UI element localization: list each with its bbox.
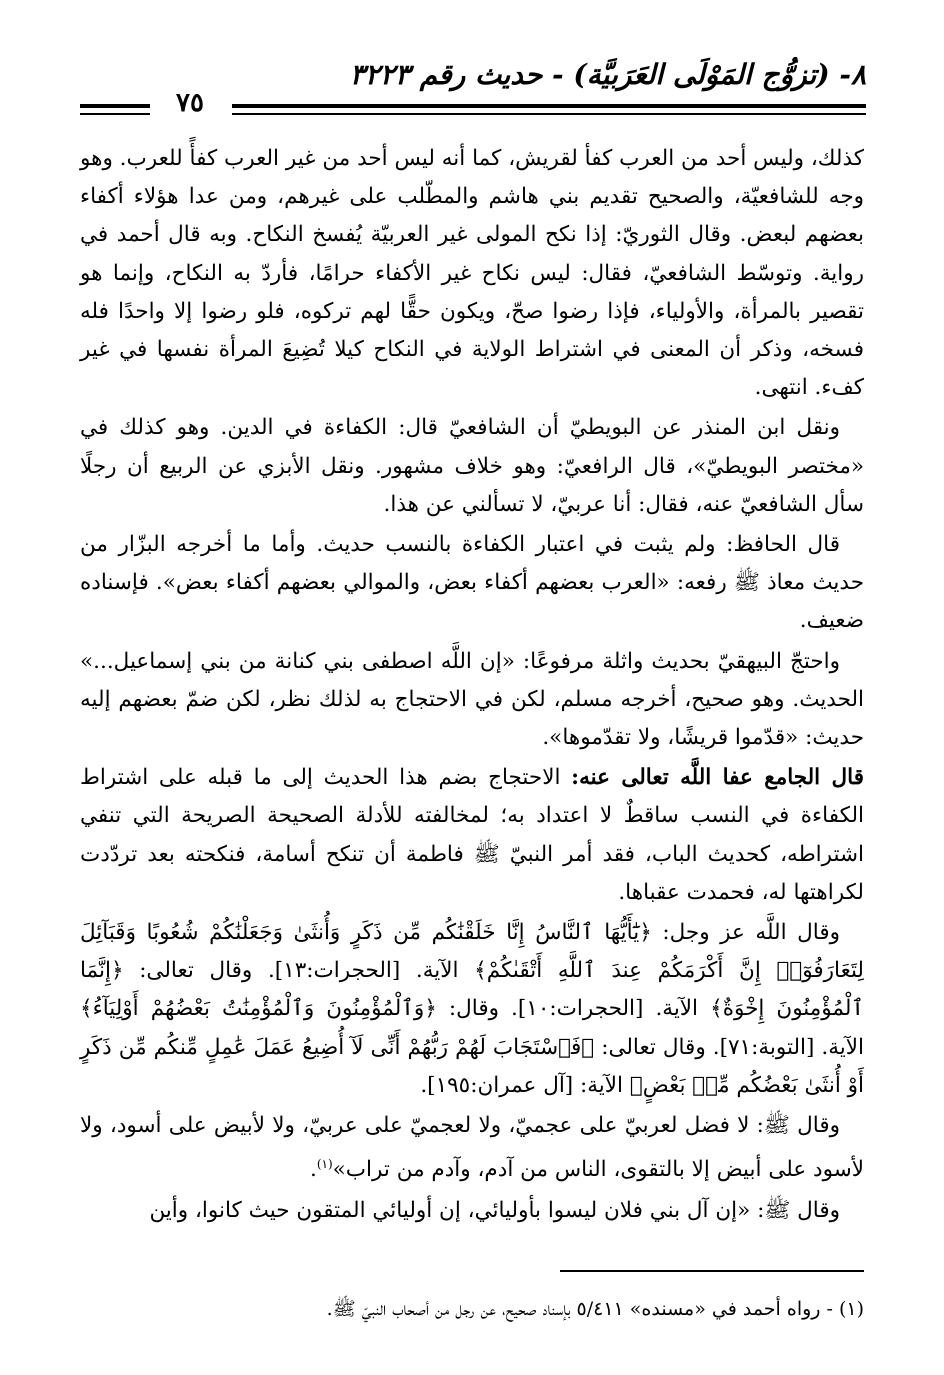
running-header-title: ٨- (تزوُّج المَوْلَى العَرَبيَّة) - حديث رقم ٣٢٢٣	[349, 58, 866, 91]
main-text	[80, 140, 864, 1230]
footnote-reference[interactable]: (١)	[316, 1157, 333, 1172]
page-number: ٧٥	[176, 88, 204, 118]
footnote-1: (١) - رواه أحمد في «مسنده» ٥/٤١١ بإسناد صحيح، عن رجل من أصحاب النبيّ ﷺ.	[326, 1298, 864, 1320]
paragraph-jami	[80, 759, 864, 912]
hadith-tail: .	[309, 1157, 317, 1183]
paragraph-last: وقال ﷺ: «إن آل بني فلان ليسوا بأوليائي، إن أوليائي المتقون حيث كانوا، وأين	[149, 1197, 840, 1223]
paragraph-1: كذلك، وليس أحد من العرب كفأ لقريش، كما أنه ليس أحد من غير العرب كفأً للعرب. وهو وجه للشافعيّة، والصحيح تقديم بني هاشم والمطّلب على غيرهم، ومن عدا هؤلاء أكفاء بعضهم لبعض. وقال الثوريّ: إذا نكح المولى غير العربيّة يُفسخ النكاح. وبه قال أحمد في رواية. وتوسّط الشافعيّ، فقال: ليس نكاح غير الأكفاء حرامًا، فأردّ به النكاح، وإنما هو تقصير بالمرأة، والأولياء، فإذا رضوا صحّ، ويكون حقًّا لهم تركوه، فلو رضوا إلا واحدًا فله فسخه، وذكر أن المعنى في اشتراط الولاية في النكاح كيلا تُضِيعَ المرأة نفسها في غير كفء. انتهى.	[80, 146, 864, 401]
hadith-text: وقال ﷺ: لا فضل لعربيّ على عجميّ، ولا لعجميّ على عربيّ، ولا لأبيض على أسود، ولا لأسود على أبيض إلا بالتقوى، الناس من آدم، وآدم من تراب»	[80, 1113, 864, 1183]
footnote-separator	[560, 1270, 864, 1272]
paragraph-2: ونقل ابن المنذر عن البويطيّ أن الشافعيّ قال: الكفاءة في الدين. وهو كذلك في «مختصر البويطيّ»، قال الرافعيّ: وهو خلاف مشهور. ونقل الأبزي عن الربيع أن رجلًا سأل الشافعيّ عنه، فقال: أنا عربيّ، لا تسألني عن هذا.	[80, 415, 864, 517]
header-rule-left-top	[80, 104, 150, 108]
jami-lead: قال الجامع عفا اللَّه تعالى عنه:	[571, 765, 864, 791]
paragraph-4: واحتجّ البيهقيّ بحديث واثلة مرفوعًا: «إن اللَّه اصطفى بني كنانة من بني إسماعيل...» الحديث. وهو صحيح، أخرجه مسلم، لكن في الاحتجاج به لذلك نظر، لكن ضمّ بعضهم إليه حديث: «قدّموا قريشًا، ولا تقدّموها».	[80, 648, 864, 751]
header-rule-left-bottom	[80, 113, 150, 115]
jami-text: الاحتجاج بضم هذا الحديث إلى ما قبله على اشتراط الكفاءة في النسب ساقطٌ لا اعتداد به؛ لمخالفته للأدلة الصحيحة الصريحة التي تنفي اشتراطه، كحديث الباب، فقد أمر النبيّ ﷺ فاطمة أن تنكح أسامة، فنكحته بعد تردّدت لكراهتها له، فحمدت عقباها.	[80, 765, 864, 905]
paragraph-3: قال الحافظ: ولم يثبت في اعتبار الكفاءة بالنسب حديث. وأما ما أخرجه البزّار من حديث معاذ ﷺ رفعه: «العرب بعضهم أكفاء بعض، والموالي بعضهم أكفاء بعض». فإسناده ضعيف.	[80, 532, 864, 634]
paragraph-quran: وقال اللَّه عز وجل: ﴿يَٰٓأَيُّهَا ٱلنَّاسُ إِنَّا خَلَقْنَٰكُم مِّن ذَكَرٍ وَأُنثَىٰ وَجَعَلْنَٰكُمْ شُعُوبًا وَقَبَآئِلَ لِتَعَارَفُوٓا۟ إِنَّ أَكْرَمَكُمْ عِندَ ٱللَّهِ أَتْقَىٰكُمْ﴾ الآية. [الحجرات:١٣]. وقال تعالى: ﴿إِنَّمَا ٱلْمُؤْمِنُونَ إِخْوَةٌ﴾ الآية. [الحجرات:١٠]. وقال: ﴿وَٱلْمُؤْمِنُونَ وَٱلْمُؤْمِنَٰتُ بَعْضُهُمْ أَوْلِيَآءُ﴾ الآية. [التوبة:٧١]. وقال تعالى: ﴿فَٱسْتَجَابَ لَهُمْ رَبُّهُمْ أَنِّى لَآ أُضِيعُ عَمَلَ عَٰمِلٍ مِّنكُم مِّن ذَكَرٍ أَوْ أُنثَىٰ بَعْضُكُم مِّنۢ بَعْضٍ﴾ الآية: [آل عمران:١٩٥].	[80, 920, 864, 1098]
paragraph-hadith	[80, 1107, 864, 1190]
header-rule-right-bottom	[232, 113, 866, 115]
header-rule-right-top	[232, 104, 866, 108]
